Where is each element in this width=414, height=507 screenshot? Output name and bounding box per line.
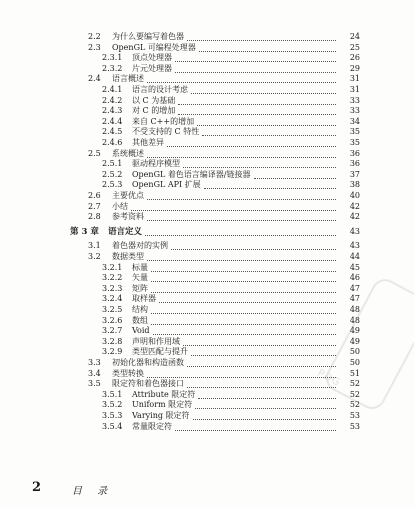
- running-head: 目 录: [72, 486, 114, 497]
- toc-number: 2.4: [88, 74, 101, 84]
- toc-page-number: 31: [349, 74, 360, 84]
- toc-number: 2.7: [88, 201, 101, 211]
- toc-title: 数据类型: [112, 252, 144, 261]
- toc-number: 2.6: [88, 191, 101, 200]
- toc-page-number: 50: [349, 347, 360, 357]
- toc-row[interactable]: [0, 210, 414, 224]
- toc-title: 取样器: [132, 294, 156, 304]
- toc-number: 3.2.1: [102, 262, 123, 272]
- toc-page-number: 53: [349, 411, 360, 420]
- toc-number: 2.3: [88, 42, 101, 52]
- toc-page-number: 35: [349, 138, 360, 147]
- toc-page-number: 48: [349, 315, 360, 325]
- toc-leader-dots: [145, 234, 336, 236]
- toc-page-number: 34: [349, 116, 360, 126]
- toc-page-number: 50: [349, 358, 360, 367]
- toc-number: 3.2.3: [102, 283, 123, 293]
- toc-number: 3.2.2: [102, 273, 123, 283]
- toc-title: 片元处理器: [132, 63, 172, 73]
- toc-page-number: 38: [349, 180, 360, 190]
- toc-number: 2.4.1: [102, 85, 123, 94]
- toc-title: 类型转换: [112, 368, 144, 378]
- toc-title: 标量: [132, 262, 148, 272]
- watermark-logo: PDG: [293, 239, 414, 440]
- toc-number: 2.3.2: [102, 63, 123, 73]
- toc-page-number: 31: [349, 85, 360, 94]
- toc-page-number: 44: [349, 252, 360, 261]
- toc-number: 2.4.2: [102, 95, 123, 105]
- toc-page-number: 25: [349, 42, 360, 52]
- toc-number: 3.1: [88, 241, 101, 251]
- toc-page-number: 24: [349, 32, 360, 41]
- toc-title: 语言概述: [112, 74, 144, 84]
- toc-page-number: 43: [349, 226, 360, 236]
- toc-title: 限定符和着色器接口: [112, 379, 184, 389]
- toc-page-number: 42: [349, 212, 360, 222]
- page-footer: [0, 480, 414, 500]
- toc-page-number: 37: [349, 169, 360, 179]
- toc-page-number: 43: [349, 241, 360, 251]
- toc-page-number: 40: [349, 191, 360, 200]
- toc-number: 2.8: [88, 212, 101, 222]
- toc-title: Uniform 限定符: [132, 400, 193, 410]
- toc-number: 2.3.1: [102, 53, 123, 63]
- toc-title: 主要优点: [112, 191, 144, 200]
- toc-page-number: 52: [349, 389, 360, 399]
- toc-page-number: 47: [349, 283, 360, 293]
- toc-number: 3.2.8: [102, 336, 123, 346]
- toc-page-number: 35: [349, 127, 360, 137]
- toc-page-number: 52: [349, 400, 360, 410]
- toc-leader-dots: [147, 219, 336, 221]
- toc-title: 其他差异: [132, 138, 164, 147]
- toc-page-number: 47: [349, 294, 360, 304]
- toc-page-number: 49: [349, 326, 360, 336]
- toc-number: 3.2: [88, 252, 101, 261]
- toc-number: 第 3 章: [70, 226, 99, 237]
- toc-chapter-row[interactable]: [0, 225, 414, 239]
- toc-title: 对 C 的增加: [132, 106, 176, 116]
- page-number: 2: [32, 480, 42, 495]
- toc-number: 3.2.4: [102, 294, 123, 304]
- toc-number: 3.3: [88, 358, 101, 367]
- toc-number: 3.2.7: [102, 326, 123, 336]
- toc-number: 3.2.6: [102, 315, 123, 325]
- toc-title: 系统概述: [112, 148, 144, 158]
- toc-number: 3.5.2: [102, 400, 123, 410]
- toc-title: 参考资料: [112, 212, 144, 222]
- toc-number: 2.4.6: [102, 138, 123, 147]
- toc-page-number: 52: [349, 379, 360, 389]
- toc-number: 3.2.9: [102, 347, 123, 357]
- toc-number: 3.5.4: [102, 421, 123, 431]
- toc-number: 3.4: [88, 368, 101, 378]
- toc-page-number: 33: [349, 106, 360, 116]
- toc-title: 为什么要编写着色器: [112, 32, 184, 41]
- toc-title: 矩阵: [132, 283, 148, 293]
- toc-title: OpenGL 着色语言编译器/链接器: [132, 169, 251, 179]
- toc-page-number: 51: [349, 368, 360, 378]
- toc-title: 初始化器和构造函数: [112, 358, 184, 367]
- toc-page-number: 26: [349, 53, 360, 63]
- toc-number: 2.4.4: [102, 116, 123, 126]
- toc-page-number: 46: [349, 273, 360, 283]
- toc-number: 2.5: [88, 148, 101, 158]
- toc-title: 声明和作用域: [132, 336, 180, 346]
- toc-title: 顶点处理器: [132, 53, 172, 63]
- toc-title: OpenGL 可编程处理器: [112, 42, 196, 52]
- toc-number: 3.5.3: [102, 411, 123, 420]
- toc-title: Void: [132, 326, 150, 336]
- toc-number: 2.2: [88, 32, 101, 41]
- toc-number: 2.4.5: [102, 127, 123, 137]
- toc-title: 着色器对的实例: [112, 241, 168, 251]
- toc-leader-dots: [175, 429, 336, 431]
- toc-page-number: 36: [349, 159, 360, 169]
- toc-title: 常量限定符: [132, 421, 172, 431]
- toc-page-number: 53: [349, 421, 360, 431]
- toc-number: 3.5: [88, 379, 101, 389]
- toc-number: 2.5.3: [102, 180, 123, 190]
- toc-title: 来自 C++的增加: [132, 116, 195, 126]
- toc-title: 不受支持的 C 特性: [132, 127, 200, 137]
- toc-title: 以 C 为基础: [132, 95, 176, 105]
- toc-number: 3.2.5: [102, 305, 123, 314]
- toc-title: OpenGL API 扩展: [132, 180, 201, 190]
- toc-title: Attribute 限定符: [132, 389, 196, 399]
- toc-title: 结构: [132, 305, 148, 314]
- toc-page-number: 49: [349, 336, 360, 346]
- toc-page-number: 33: [349, 95, 360, 105]
- toc-page-number: 45: [349, 262, 360, 272]
- toc-title: 矢量: [132, 273, 148, 283]
- toc-title: 语言的设计考虑: [132, 85, 188, 94]
- toc-number: 2.4.3: [102, 106, 123, 116]
- toc-page-number: 42: [349, 201, 360, 211]
- toc-number: 2.5.2: [102, 169, 123, 179]
- toc-page-number: 48: [349, 305, 360, 314]
- toc-title: 驱动程序模型: [132, 159, 180, 169]
- toc-title: Varying 限定符: [132, 411, 190, 420]
- toc-page-number: 29: [349, 63, 360, 73]
- toc-number: 2.5.1: [102, 159, 123, 169]
- toc-title: 数组: [132, 315, 148, 325]
- toc-page-number: 36: [349, 148, 360, 158]
- toc-title: 语言定义: [108, 226, 143, 237]
- toc-title: 小结: [112, 201, 128, 211]
- toc-title: 类型匹配与提升: [132, 347, 188, 357]
- toc-number: 3.5.1: [102, 389, 123, 399]
